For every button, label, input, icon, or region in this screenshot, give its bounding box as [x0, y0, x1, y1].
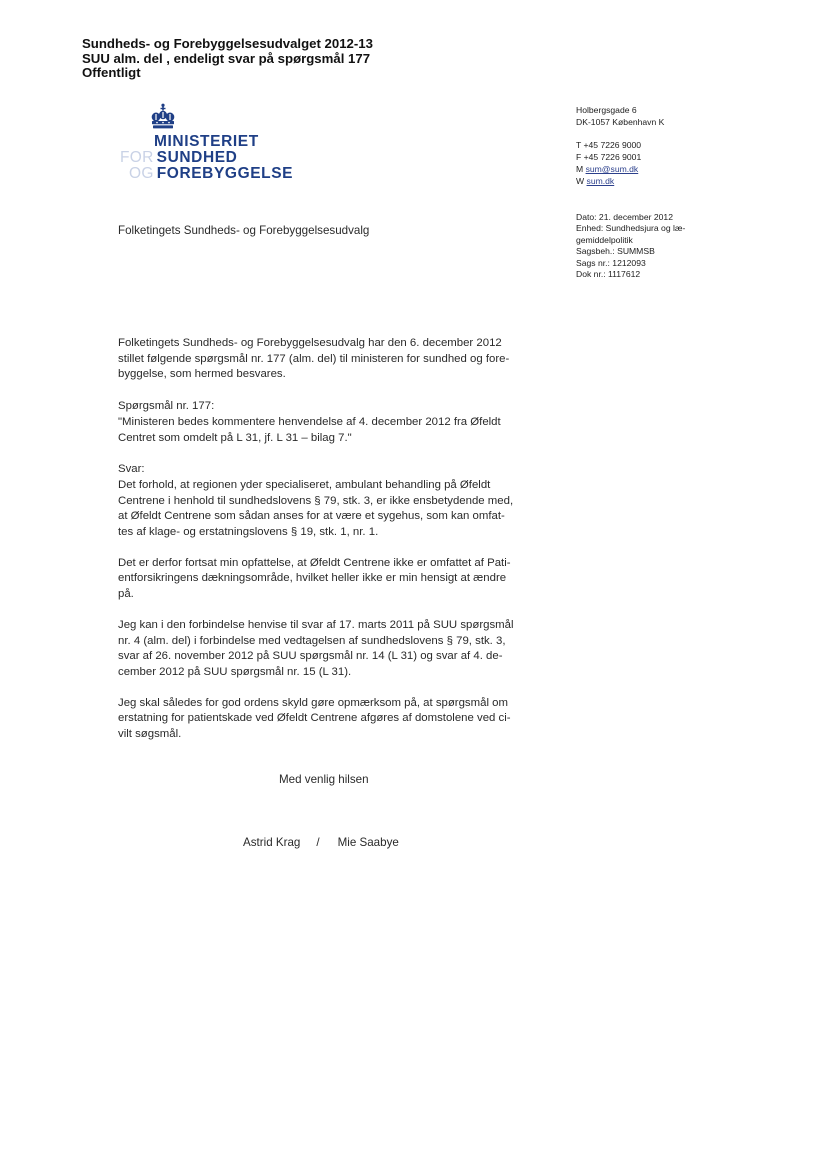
address-web-row — [576, 175, 664, 187]
text-line: på. — [118, 588, 134, 601]
ministry-logo — [118, 103, 294, 183]
document-meta — [576, 212, 716, 280]
meta-unit-line2: gemiddelpolitik — [576, 234, 633, 245]
document-header — [82, 37, 373, 81]
address-fax: F +45 7226 9001 — [576, 152, 642, 162]
address-street: Holbergsgade 6 — [576, 105, 637, 115]
reference-paragraph — [118, 618, 538, 681]
signatory-minister: Astrid Krag — [243, 836, 301, 849]
opinion-paragraph — [118, 556, 538, 603]
email-link[interactable]: sum@sum.dk — [585, 164, 639, 174]
text-line: Centrene i henhold til sundhedslovens § 79, stk. 3, er ikke ensbetydende med, — [118, 494, 514, 507]
address-city: DK-1057 København K — [576, 117, 665, 127]
text-line: "Ministeren bedes kommentere henvendelse af 4. december 2012 fra Øfeldt — [118, 415, 501, 428]
text-line: Folketingets Sundheds- og Forebyggelsesudvalg har den 6. december 2012 — [118, 337, 502, 349]
signature — [243, 836, 399, 849]
logo-prefix-og: OG — [129, 165, 154, 182]
text-line: Jeg kan i den forbindelse henvise til svar af 17. marts 2011 på SUU spørgsmål — [118, 618, 514, 631]
text-line: Jeg skal således for god ordens skyld gøre opmærksom på, at spørgsmål om — [118, 696, 508, 709]
header-committee: Sundheds- og Forebyggelsesudvalget 2012-13 — [82, 36, 373, 51]
question-paragraph — [118, 399, 538, 446]
meta-handler: Sagsbeh.: SUMMSB — [576, 246, 655, 257]
address-block — [576, 104, 664, 187]
meta-document-number: Dok nr.: 1117612 — [576, 269, 641, 280]
text-line: erstatning for patientskade ved Øfeldt Centrene afgøres af domstolene ved ci- — [118, 712, 511, 725]
text-line: tes af klage- og erstatningslovens § 19, stk. 1, nr. 1. — [118, 526, 379, 539]
text-line: Det forhold, at regionen yder specialiseret, ambulant behandling på Øfeldt — [118, 478, 491, 491]
royal-crown-icon — [149, 103, 177, 131]
text-line: svar af 26. november 2012 på SUU spørgsmål nr. 14 (L 31) og svar af 4. de- — [118, 650, 503, 663]
closing-greeting: Med venlig hilsen — [279, 773, 369, 786]
signatory-official: Mie Saabye — [337, 836, 399, 849]
question-heading: Spørgsmål nr. 177: — [118, 400, 215, 413]
conclusion-paragraph — [118, 696, 538, 743]
meta-unit-line1: Enhed: Sundhedsjura og læ- — [576, 223, 686, 234]
intro-paragraph — [118, 336, 538, 383]
address-phone: T +45 7226 9000 — [576, 140, 642, 150]
web-prefix: W — [576, 176, 585, 186]
logo-word-forebyggelse: FOREBYGGELSE — [156, 165, 294, 182]
text-line: vilt søgsmål. — [118, 728, 182, 741]
meta-date: Dato: 21. december 2012 — [576, 212, 673, 222]
text-line: byggelse, som hermed besvares. — [118, 368, 286, 381]
letter-body — [118, 336, 538, 743]
recipient: Folketingets Sundheds- og Forebyggelsesudvalg — [118, 224, 370, 237]
logo-word-sundhed: SUNDHED — [156, 149, 238, 166]
text-line: stillet følgende spørgsmål nr. 177 (alm. del) til ministeren for sundhed og fore- — [118, 352, 510, 365]
text-line: Det er derfor fortsat min opfattelse, at Øfeldt Centrene ikke er omfattet af Pati- — [118, 556, 511, 569]
text-line: cember 2012 på SUU spørgsmål nr. 15 (L 31). — [118, 665, 352, 678]
logo-prefix-for: FOR — [120, 149, 154, 166]
meta-case-number: Sags nr.: 1212093 — [576, 257, 646, 268]
logo-line-ministeriet: MINISTERIET — [154, 133, 259, 150]
header-status: Offentligt — [82, 65, 141, 80]
text-line: at Øfeldt Centrene som sådan anses for at være et sygehus, som kan omfat- — [118, 510, 505, 523]
answer-heading: Svar: — [118, 463, 145, 476]
logo-line-forebyggelse — [129, 165, 293, 182]
text-line: entforsikringens dækningsområde, hvilket heller ikke er min hensigt at ændre — [118, 572, 507, 585]
text-line: nr. 4 (alm. del) i forbindelse med vedtagelsen af sundhedslovens § 79, stk. 3, — [118, 634, 506, 647]
text-line: Centret som omdelt på L 31, jf. L 31 – bilag 7." — [118, 431, 352, 444]
mail-prefix: M — [576, 164, 584, 174]
answer-paragraph — [118, 462, 538, 541]
address-mail-row — [576, 163, 664, 175]
signature-separator: / — [316, 836, 320, 849]
header-subject: SUU alm. del , endeligt svar på spørgsmål 177 — [82, 50, 371, 66]
logo-line-sundhed — [120, 149, 237, 166]
website-link[interactable]: sum.dk — [586, 176, 615, 186]
